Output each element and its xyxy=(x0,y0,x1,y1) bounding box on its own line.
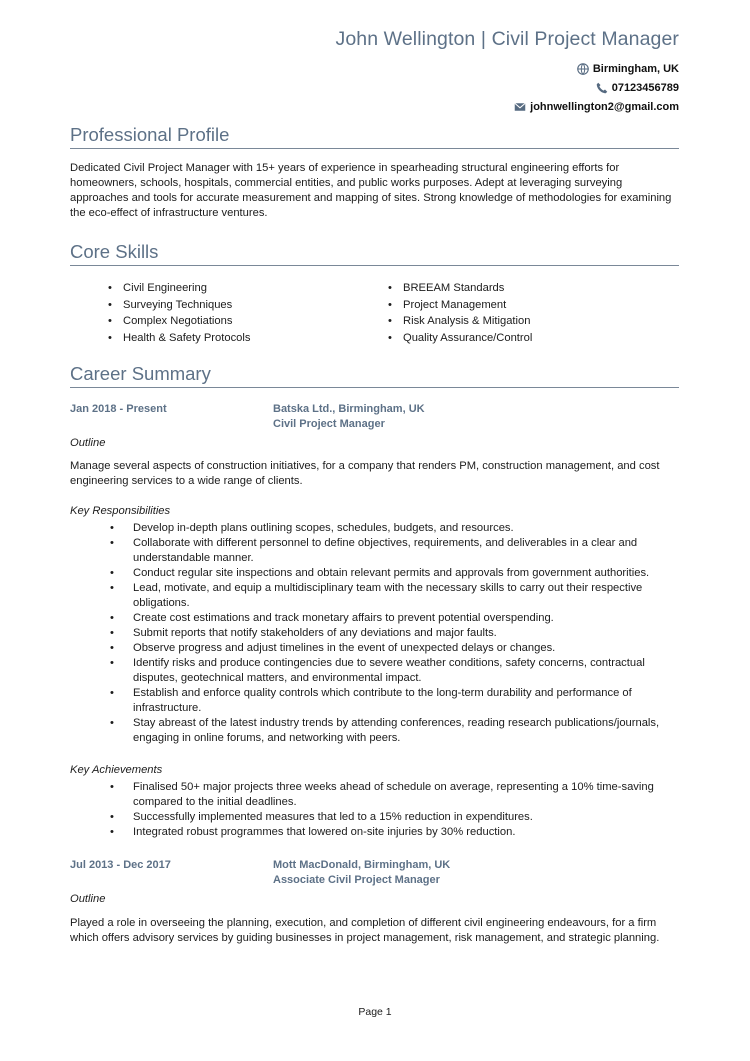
envelope-icon xyxy=(514,101,526,113)
job-2-role: Associate Civil Project Manager xyxy=(273,874,440,886)
email-link[interactable]: johnwellington2@gmail.com xyxy=(530,101,679,113)
list-item: • Establish and enforce quality controls which contribute to the long-term durability and performance of infrastructure. xyxy=(108,686,679,716)
list-item: • Submit reports that notify stakeholders of any deviations and major faults. xyxy=(108,626,679,641)
job-1-outline-label: Outline xyxy=(70,437,106,449)
skill-item: • Quality Assurance/Control xyxy=(388,330,668,347)
list-item: • Successfully implemented measures that led to a 15% reduction in expenditures. xyxy=(108,810,679,825)
phone-text: 07123456789 xyxy=(611,82,679,94)
list-item: • Collaborate with different personnel to define objectives, requirements, and deliverables in a clear and understandable manner. xyxy=(108,536,679,566)
list-item: • Identify risks and produce contingencies due to severe weather conditions, safety concerns, contractual disputes, geotechnical matters, and environmental impact. xyxy=(108,656,679,686)
skill-item: • Civil Engineering xyxy=(108,280,388,297)
job-1-date: Jan 2018 - Present xyxy=(70,403,167,415)
section-heading-profile: Professional Profile xyxy=(70,124,679,149)
phone-icon xyxy=(596,82,608,94)
job-2-company: Mott MacDonald, Birmingham, UK xyxy=(273,859,451,871)
list-item: • Stay abreast of the latest industry trends by attending conferences, reading research publications/journals, engaging in online forums, and networking with peers. xyxy=(108,716,679,746)
skills-column-left xyxy=(108,280,388,346)
job-1-company: Batska Ltd., Birmingham, UK xyxy=(273,403,425,415)
skills-column-right xyxy=(388,280,668,346)
list-item: • Develop in-depth plans outlining scopes, schedules, budgets, and resources. xyxy=(108,521,679,536)
job-1-responsibilities-label: Key Responsibilities xyxy=(70,505,171,517)
job-1-achievements-label: Key Achievements xyxy=(70,764,163,776)
skill-item: • Risk Analysis & Mitigation xyxy=(388,313,668,330)
skill-item: • BREEAM Standards xyxy=(388,280,668,297)
resume-title: John Wellington | Civil Project Manager xyxy=(335,28,679,50)
globe-icon xyxy=(577,63,589,75)
list-item: • Observe progress and adjust timelines in the event of unexpected delays or changes. xyxy=(108,641,679,656)
profile-text: Dedicated Civil Project Manager with 15+ years of experience in spearheading structural engineering efforts for homeowners, schools, hospitals, commercial entities, and public works purposes. Adept at leveraging surveying approaches and tools for accurate measurement and mapping of sites. Strong knowledge of methodologies for examining the eco-effect of infrastructure ventures. xyxy=(70,162,672,219)
skills-list xyxy=(108,280,668,346)
location-text: Birmingham, UK xyxy=(592,63,679,75)
job-2-date: Jul 2013 - Dec 2017 xyxy=(70,859,171,871)
job-2-outline: Played a role in overseeing the planning, execution, and completion of different civil engineering endeavours, for a firm which offers advisory services by guiding businesses in project management, risk management, and strategic planning. xyxy=(70,917,660,944)
contact-location xyxy=(577,63,679,75)
skill-item: • Health & Safety Protocols xyxy=(108,330,388,347)
job-1-achievements xyxy=(108,780,679,840)
page-number: Page 1 xyxy=(358,1006,392,1018)
list-item: • Finalised 50+ major projects three weeks ahead of schedule on average, representing a 10% time-saving compared to the initial deadlines. xyxy=(108,780,679,810)
job-1-role: Civil Project Manager xyxy=(273,418,385,430)
job-2-outline-label: Outline xyxy=(70,893,106,905)
list-item: • Integrated robust programmes that lowered on-site injuries by 30% reduction. xyxy=(108,825,679,840)
list-item: • Lead, motivate, and equip a multidisciplinary team with the necessary skills to carry out their respective obligations. xyxy=(108,581,679,611)
skill-item: • Project Management xyxy=(388,297,668,314)
resume-page xyxy=(70,0,679,1061)
contact-email[interactable] xyxy=(514,101,679,113)
section-heading-skills: Core Skills xyxy=(70,241,679,266)
list-item: • Conduct regular site inspections and obtain relevant permits and approvals from government authorities. xyxy=(108,566,679,581)
job-1-responsibilities xyxy=(108,521,679,746)
skill-item: • Surveying Techniques xyxy=(108,297,388,314)
contact-phone xyxy=(596,82,679,94)
list-item: • Create cost estimations and track monetary affairs to prevent potential overspending. xyxy=(108,611,679,626)
skill-item: • Complex Negotiations xyxy=(108,313,388,330)
section-heading-career: Career Summary xyxy=(70,363,679,388)
job-1-outline: Manage several aspects of construction initiatives, for a company that renders PM, construction management, and cost engineering services to a wide range of clients. xyxy=(70,460,660,487)
